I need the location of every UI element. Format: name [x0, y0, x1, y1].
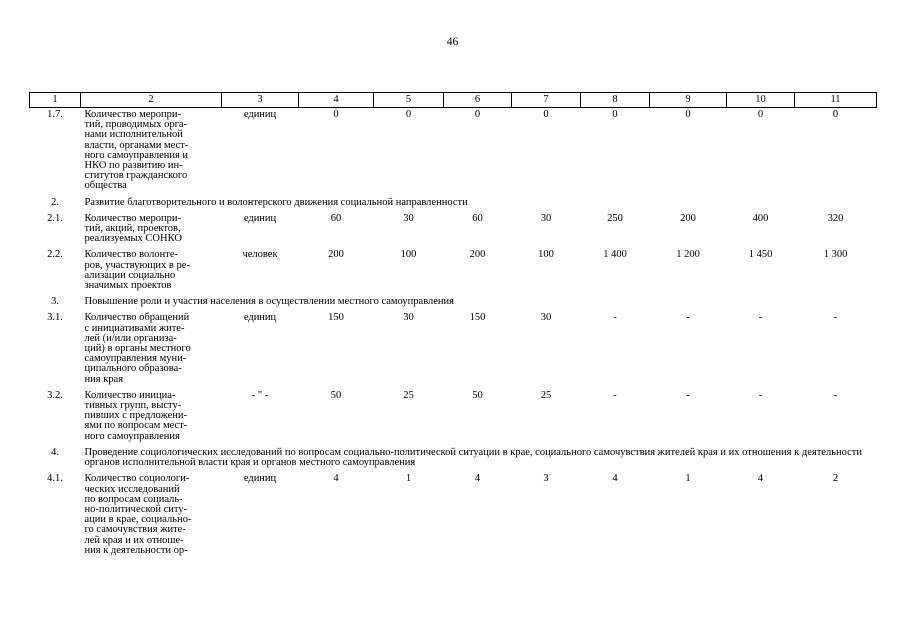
indicator-name-line: го самочувствия жите- — [84, 524, 186, 536]
indicator-name-line: реализуемых СОНКО — [84, 233, 182, 245]
value-cell: 2 — [832, 473, 839, 485]
unit-cell: единиц — [243, 473, 277, 485]
indicator-name-line: НКО по развитию ин- — [84, 160, 183, 172]
indicator-name — [81, 213, 222, 250]
table-row — [30, 473, 877, 561]
value-cell: 0 — [333, 109, 339, 120]
indicator-name-line: Количество обращений — [84, 312, 190, 324]
column-header-2: 2 — [81, 93, 222, 108]
value-cell: 100 — [400, 249, 417, 261]
indicator-name-line: тий, акций, проектов, — [84, 223, 181, 235]
indicator-name-line: Количество инициа- — [84, 389, 176, 401]
page-number: 46 — [446, 36, 459, 48]
value-cell: 25 — [403, 389, 414, 401]
indicator-name-line: ститутов гражданского — [84, 170, 188, 182]
value-cell: - — [758, 389, 763, 401]
row-number: 2.1. — [47, 212, 63, 224]
value-cell: - — [758, 312, 763, 324]
value-cell: 25 — [540, 389, 552, 401]
value-cell: - — [686, 312, 690, 324]
value-cell: 1 300 — [823, 249, 848, 261]
table-row — [30, 213, 877, 250]
section-row — [30, 197, 877, 213]
indicator-name — [81, 108, 222, 197]
indicator-name-line: ния к деятельности ор- — [84, 544, 188, 556]
indicator-name-line: ципального образова- — [84, 363, 182, 375]
value-cell: 0 — [832, 109, 839, 120]
section-row — [30, 296, 877, 312]
indicator-name-line: ализации социально — [84, 269, 176, 281]
indicator-name-line: лей края и их отноше- — [84, 534, 184, 546]
indicator-name-line: ного самоуправления и — [84, 149, 189, 161]
indicator-name-line: пивших с предложени- — [84, 410, 188, 422]
column-header-5: 5 — [374, 93, 444, 108]
value-cell: 30 — [540, 212, 552, 224]
indicator-name-line: ации в крае, социально- — [84, 514, 192, 526]
value-cell: 250 — [607, 212, 623, 224]
table-row — [30, 108, 877, 197]
column-header-6: 6 — [444, 93, 512, 108]
unit-cell: человек — [242, 249, 278, 261]
table-body — [30, 108, 877, 561]
indicator-name-line: Количество меропри- — [84, 109, 181, 120]
column-header-11: 11 — [795, 93, 877, 108]
indicator-name-line: Количество меропри- — [84, 212, 181, 224]
value-cell: - — [686, 389, 690, 401]
section-row — [30, 447, 877, 473]
indicator-name-line: с инициативами жите- — [84, 322, 185, 334]
indicators-table — [29, 92, 877, 561]
value-cell: 3 — [543, 473, 549, 485]
indicator-name-line: Количество волонте- — [84, 249, 179, 261]
row-number: 2. — [51, 196, 59, 208]
indicator-name-line: ций) в органы местного — [84, 343, 191, 355]
indicator-name — [81, 312, 222, 389]
table-row — [30, 249, 877, 296]
indicator-name-line: общества — [84, 180, 127, 192]
column-header-3: 3 — [222, 93, 299, 108]
value-cell: 30 — [403, 212, 414, 224]
section-title: Повышение роли и участия населения в осуществлении местного самоуправления — [84, 296, 454, 308]
row-number: 1.7. — [47, 109, 63, 120]
indicator-name-line: ния края — [84, 373, 124, 385]
value-cell: 200 — [328, 249, 344, 261]
column-header-8: 8 — [581, 93, 650, 108]
row-number: 4. — [51, 446, 59, 458]
value-cell: 200 — [469, 249, 486, 261]
value-cell: 4 — [333, 473, 339, 485]
value-cell: 30 — [540, 312, 552, 324]
row-number: 3.2. — [47, 389, 63, 401]
column-header-10: 10 — [727, 93, 795, 108]
value-cell: 50 — [330, 389, 342, 401]
value-cell: 0 — [757, 109, 764, 120]
section-title: Проведение социологических исследований по вопросам социально-политической ситуации в крае, социального самочувствия жителей края и их отношения к деятельности органов исполнительной власти края и органов местного самоуправления — [84, 446, 862, 469]
column-header-4: 4 — [299, 93, 374, 108]
value-cell: - — [613, 312, 617, 324]
indicator-name — [81, 473, 222, 561]
indicator-name-line: власти, органами мест- — [84, 139, 189, 151]
value-cell: 60 — [330, 212, 342, 224]
row-number: 3.1. — [47, 312, 63, 324]
value-cell: 1 — [685, 473, 691, 485]
unit-cell: - " - — [251, 389, 269, 401]
row-number: 4.1. — [47, 473, 63, 485]
value-cell: 150 — [469, 312, 486, 324]
value-cell: 1 400 — [603, 249, 627, 261]
value-cell: - — [833, 312, 838, 324]
unit-cell: единиц — [243, 312, 277, 324]
indicator-name-line: ями по вопросам мест- — [84, 420, 188, 432]
value-cell: 60 — [472, 212, 483, 224]
indicator-name-line: ческих исследований — [84, 483, 180, 495]
unit-cell: единиц — [243, 109, 277, 120]
indicator-name-line: по вопросам социаль- — [84, 493, 183, 505]
indicator-name-line: Количество социологи- — [84, 473, 190, 485]
value-cell: 400 — [752, 212, 769, 224]
table-header — [30, 93, 877, 108]
value-cell: 1 — [405, 473, 412, 485]
indicator-name — [81, 390, 222, 447]
indicator-name-line: ного самоуправления — [84, 430, 180, 442]
table-row — [30, 312, 877, 389]
value-cell: 0 — [685, 109, 691, 120]
value-cell: 30 — [403, 312, 414, 324]
value-cell: 4 — [612, 473, 618, 485]
value-cell: 0 — [543, 109, 549, 120]
value-cell: 0 — [405, 109, 412, 120]
value-cell: 0 — [612, 109, 618, 120]
value-cell: 150 — [328, 312, 344, 324]
indicator-name-line: лей (и/или организа- — [84, 332, 177, 344]
column-header-7: 7 — [512, 93, 581, 108]
value-cell: 320 — [827, 212, 844, 224]
value-cell: 1 200 — [676, 249, 700, 261]
section-title: Развитие благотворительного и волонтерского движения социальной направленности — [84, 196, 468, 208]
value-cell: 4 — [474, 473, 481, 485]
table-row — [30, 390, 877, 447]
indicator-name-line: тий, проводимых орга- — [84, 119, 188, 131]
indicator-name-line: ров, участвующих в ре- — [84, 259, 190, 271]
indicator-name-line: значимых проектов — [84, 280, 172, 292]
value-cell: - — [613, 389, 617, 401]
indicator-name — [81, 249, 222, 296]
column-header-1: 1 — [30, 93, 81, 108]
header-row — [30, 93, 877, 108]
indicator-name-line: самоуправления муни- — [84, 353, 187, 365]
indicator-name-line: но-политической ситу- — [84, 503, 188, 515]
value-cell: 100 — [538, 249, 554, 261]
row-number: 3. — [51, 296, 59, 308]
value-cell: 1 450 — [748, 249, 773, 261]
column-header-9: 9 — [650, 93, 727, 108]
value-cell: 0 — [474, 109, 481, 120]
unit-cell: единиц — [243, 212, 277, 224]
value-cell: - — [833, 389, 838, 401]
indicator-name-line: нами исполнительной — [84, 129, 183, 141]
value-cell: 200 — [680, 212, 696, 224]
value-cell: 4 — [757, 473, 764, 485]
row-number: 2.2. — [47, 249, 63, 261]
value-cell: 50 — [472, 389, 483, 401]
indicator-name-line: тивных групп, высту- — [84, 400, 182, 412]
